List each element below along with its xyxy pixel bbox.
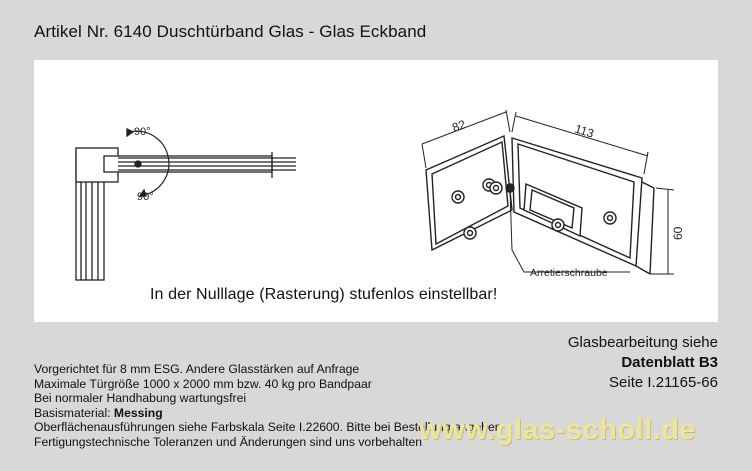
dimension-113-label: 113 [573,121,596,141]
dimension-82-label: 82 [450,117,468,135]
spec-line: Bei normaler Handhabung wartungsfrei [34,391,247,406]
spec-line: Fertigungstechnische Toleranzen und Änderungen sind uns vorbehalten [34,434,423,449]
processing-note [568,333,718,393]
spec-line: Vorgerichtet für 8 mm ESG. Andere Glasstärken auf Anfrage [34,362,360,376]
spec-line: Oberflächenausführungen siehe Farbskala Seite I.22600. Bitte bei Bestellung angeben [34,420,502,435]
hinge-isometric-drawing [426,136,654,274]
page-title: Artikel Nr. 6140 Duschtürband Glas - Glas Eckband [34,22,427,41]
processing-note-datasheet: Datenblatt B3 [621,354,718,371]
processing-note-page: Seite I.21165-66 [609,374,718,391]
technical-drawing-panel [34,60,718,322]
material-label: Basismaterial: [34,405,114,420]
spec-line: Maximale Türgröße 1000 x 2000 mm bzw. 40 kg pro Bandpaar [34,376,372,391]
drawing-caption: In der Nulllage (Rasterung) stufenlos einstellbar! [150,286,498,303]
processing-note-line1: Glasbearbeitung siehe [567,334,718,351]
dimension-60-label: 60 [671,226,685,240]
screw-label: Arretierschraube [530,267,608,279]
angle-top-label: 90° [134,126,151,138]
website-watermark: www.glas-scholl.de [419,414,697,446]
material-value: Messing [113,405,163,420]
angle-bottom-label: 90° [137,191,154,203]
top-view-drawing [76,129,296,280]
hinge-technical-drawing [34,60,718,322]
